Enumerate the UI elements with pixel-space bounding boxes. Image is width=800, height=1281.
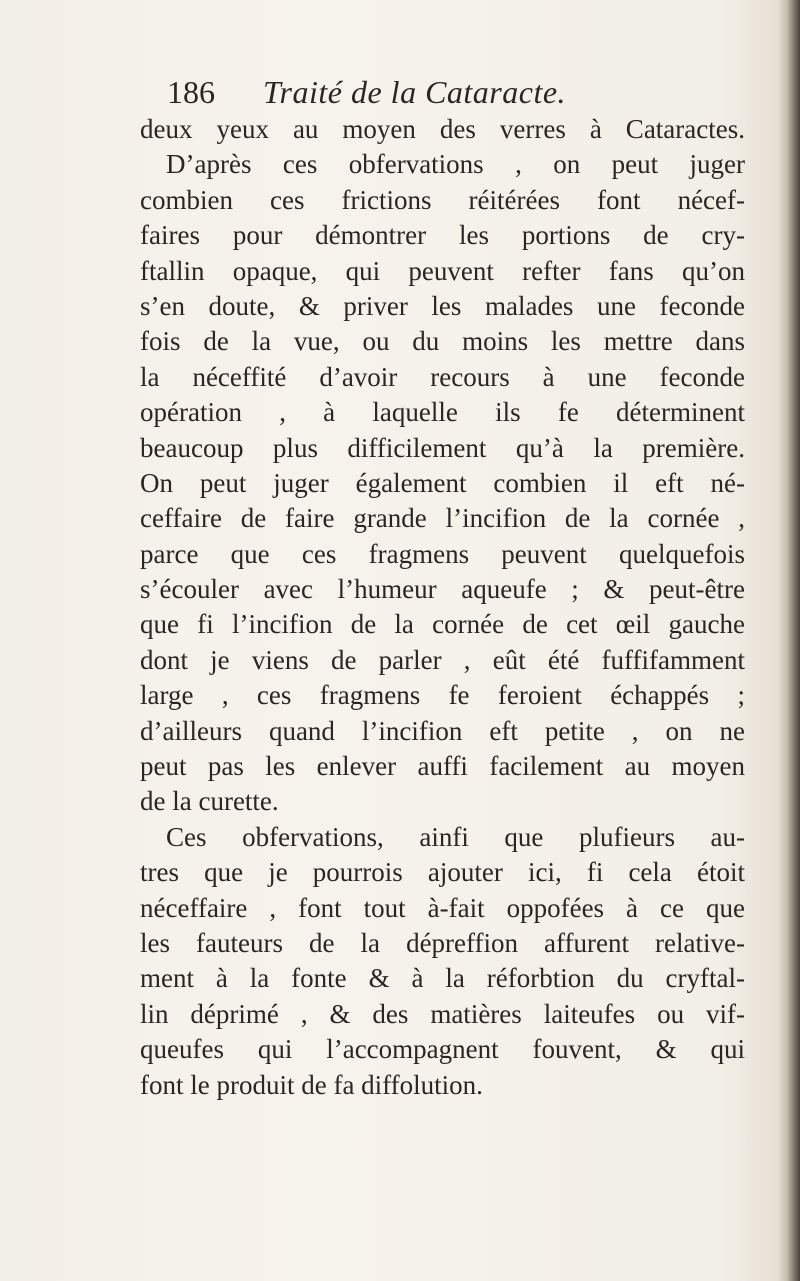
text-line: d’ailleurs quand l’incifion eft petite , on ne <box>140 715 745 746</box>
text-line: font le produit de fa diffolution. <box>140 1069 483 1100</box>
running-title: Traité de la Cataracte. <box>263 74 567 110</box>
text-line: parce que ces fragmens peuvent quelquefois <box>140 538 745 569</box>
text-line: ceffaire de faire grande l’incifion de la cornée , <box>140 503 745 534</box>
text-line: faires pour démontrer les portions de cry- <box>140 220 745 251</box>
running-head <box>167 72 627 112</box>
text-line: fois de la vue, ou du moins les mettre dans <box>140 326 745 357</box>
text-line: la néceffité d’avoir recours à une feconde <box>140 361 745 392</box>
text-line: beaucoup plus difficilement qu’à la première. <box>140 432 745 463</box>
text-line: néceffaire , font tout à-fait oppofées à ce que <box>140 892 745 923</box>
text-line: peut pas les enlever auffi facilement au moyen <box>140 751 745 782</box>
body-text <box>140 112 745 1103</box>
text-line: On peut juger également combien il eft né- <box>140 467 745 498</box>
page-number: 186 <box>167 74 215 110</box>
text-line: ment à la fonte & à la réforbtion du cryftal- <box>140 963 745 994</box>
text-line: dont je viens de parler , eût été fuffifamment <box>140 644 745 675</box>
text-line: ftallin opaque, qui peuvent refter fans qu’on <box>140 255 745 286</box>
text-line: opération , à laquelle ils fe déterminent <box>140 397 745 428</box>
text-line: combien ces frictions réitérées font nécef- <box>140 184 745 215</box>
text-line: Ces obfervations, ainfi que plufieurs au- <box>166 821 745 852</box>
text-line: lin déprimé , & des matières laiteufes ou vif- <box>140 998 745 1029</box>
text-line: s’en doute, & priver les malades une feconde <box>140 290 745 321</box>
text-line: queufes qui l’accompagnent fouvent, & qui <box>140 1034 745 1065</box>
page-edge-shadow <box>778 0 800 1281</box>
text-line: s’écouler avec l’humeur aqueufe ; & peut-être <box>140 574 745 605</box>
text-line: deux yeux au moyen des verres à Cataractes. <box>140 114 745 144</box>
text-line: tres que je pourrois ajouter ici, fi cela étoit <box>140 857 745 888</box>
text-line: D’après ces obfervations , on peut juger <box>166 149 745 180</box>
text-line: de la curette. <box>140 786 279 817</box>
text-line: que fi l’incifion de la cornée de cet œil gauche <box>140 609 745 640</box>
text-line: les fauteurs de la dépreffion affurent relative- <box>140 927 745 958</box>
text-line: large , ces fragmens fe feroient échappés ; <box>140 680 745 711</box>
